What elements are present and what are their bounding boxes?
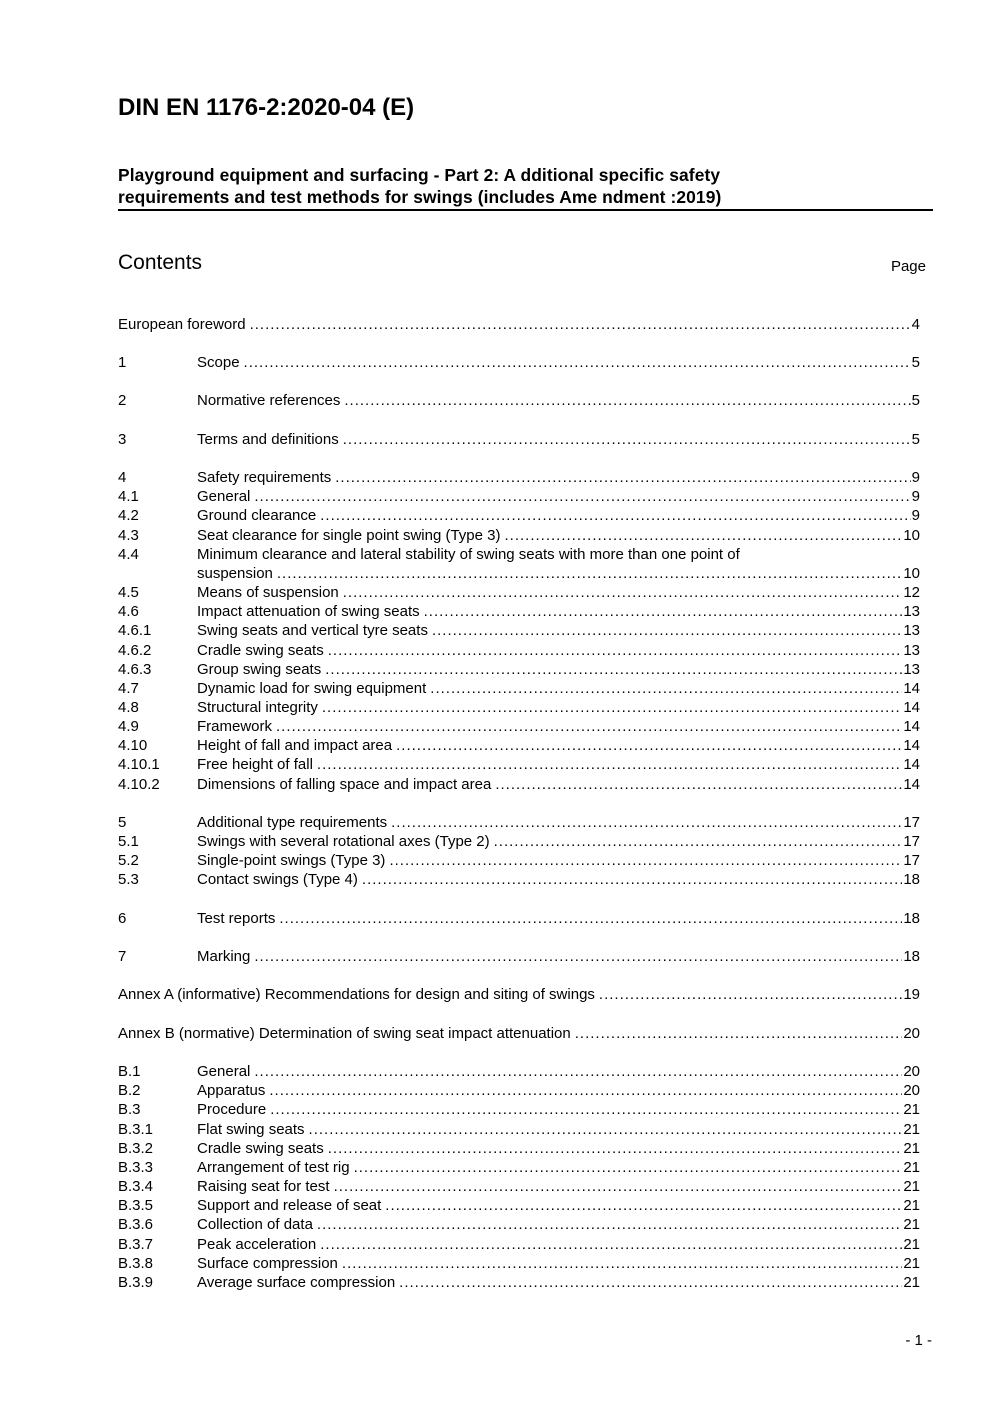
toc-entry-page: 19 — [903, 986, 920, 1003]
toc-dot-leader — [328, 641, 903, 660]
toc-entry-title: General — [197, 1063, 251, 1080]
footer-page-number: - 1 - — [905, 1332, 932, 1349]
toc-dot-leader — [343, 583, 903, 602]
toc-entry-number: 4.9 — [118, 718, 139, 735]
toc-entry-page: 13 — [903, 661, 920, 678]
toc-entry-page: 14 — [903, 680, 920, 697]
title-underline — [118, 209, 933, 211]
document-title-line-1: Playground equipment and surfacing - Part 2: A dditional specific safety — [118, 165, 721, 185]
toc-entry-title: Structural integrity — [197, 699, 318, 716]
document-title-line-2: requirements and test methods for swings (includes Ame ndment :2019) — [118, 187, 722, 207]
toc-entry-title: Contact swings (Type 4) — [197, 871, 358, 888]
toc-entry-body — [197, 679, 920, 698]
toc-entry-body — [197, 1273, 920, 1292]
toc-entry-number: 5.1 — [118, 833, 139, 850]
toc-dot-leader — [320, 506, 910, 525]
toc-entry-body — [197, 1081, 920, 1100]
toc-entry-page: 18 — [903, 948, 920, 965]
toc-entry-number: B.3.6 — [118, 1216, 154, 1233]
toc-dot-leader — [362, 870, 902, 889]
toc-entry-title: Swing seats and vertical tyre seats — [197, 622, 428, 639]
toc-entry-page: 20 — [903, 1063, 920, 1080]
toc-entry-page: 17 — [903, 852, 920, 869]
toc-entry-page: 21 — [903, 1255, 920, 1272]
toc-entry-number: 4.6.1 — [118, 622, 152, 639]
toc-dot-leader — [328, 1139, 903, 1158]
toc-entry-number: 4.6.3 — [118, 661, 152, 678]
toc-entry-number: 4.10.2 — [118, 776, 160, 793]
toc-entry-title: Procedure — [197, 1101, 267, 1118]
toc-dot-leader — [389, 851, 902, 870]
toc-entry-page: 13 — [903, 642, 920, 659]
toc-entry-title: Single-point swings (Type 3) — [197, 852, 386, 869]
toc-entry-body — [197, 851, 920, 870]
toc-dot-leader — [385, 1196, 902, 1215]
document-title — [118, 164, 933, 208]
toc-entry-number: B.3.8 — [118, 1255, 154, 1272]
toc-dot-leader — [269, 1081, 902, 1100]
toc-entry-number: 2 — [118, 392, 127, 409]
toc-entry-title: Collection of data — [197, 1216, 313, 1233]
page-column-label: Page — [890, 258, 926, 275]
toc-entry-page: 12 — [903, 584, 920, 601]
toc-entry-title: Impact attenuation of swing seats — [197, 603, 420, 620]
toc-dot-leader — [495, 775, 902, 794]
toc-entry-number: B.1 — [118, 1063, 141, 1080]
toc-entry-title: Annex A (informative) Recommendations for design and siting of swings — [118, 986, 595, 1003]
toc-entry-page: 21 — [903, 1236, 920, 1253]
toc-entry-page: 17 — [903, 814, 920, 831]
toc-entry-body — [197, 1235, 920, 1254]
toc-entry-title: Terms and definitions — [197, 431, 339, 448]
toc-dot-leader — [276, 717, 902, 736]
toc-entry-body — [197, 1215, 920, 1234]
toc-entry-page: 21 — [903, 1101, 920, 1118]
toc-entry-page: 10 — [903, 565, 920, 582]
toc-entry-page: 14 — [903, 756, 920, 773]
toc-entry-body — [197, 755, 920, 774]
toc-entry-page: 9 — [911, 507, 920, 524]
toc-entry-title: suspension — [197, 565, 273, 582]
contents-heading: Contents — [118, 251, 203, 274]
toc-entry-title: Ground clearance — [197, 507, 317, 524]
toc-entry-body — [197, 813, 920, 832]
toc-entry-page: 20 — [903, 1082, 920, 1099]
toc-entry-body — [197, 1196, 920, 1215]
toc-entry-title: Height of fall and impact area — [197, 737, 393, 754]
toc-entry-page: 20 — [903, 1025, 920, 1042]
toc-entry-page: 17 — [903, 833, 920, 850]
toc-entry-title: Dynamic load for swing equipment — [197, 680, 427, 697]
toc-dot-leader — [317, 755, 902, 774]
toc-entry-page: 14 — [903, 718, 920, 735]
toc-entry-page: 18 — [903, 910, 920, 927]
toc-entry-title: Additional type requirements — [197, 814, 388, 831]
toc-entry-body — [197, 621, 920, 640]
toc-dot-leader — [599, 985, 902, 1004]
toc-dot-leader — [344, 391, 910, 410]
toc-entry-number: B.3.1 — [118, 1121, 154, 1138]
toc-dot-leader — [396, 736, 902, 755]
toc-entry-page: 5 — [911, 354, 920, 371]
toc-dot-leader — [322, 698, 902, 717]
toc-dot-leader — [317, 1215, 902, 1234]
toc-entry-number: 7 — [118, 948, 127, 965]
toc-entry-title: Means of suspension — [197, 584, 339, 601]
toc-entry-page: 14 — [903, 699, 920, 716]
toc-entry-body — [197, 1139, 920, 1158]
toc-dot-leader — [575, 1024, 903, 1043]
toc-entry-body — [197, 717, 920, 736]
toc-entry-number: B.3.2 — [118, 1140, 154, 1157]
toc-entry-number: B.3.4 — [118, 1178, 154, 1195]
toc-entry-body — [197, 1100, 920, 1119]
toc-entry-title-line-1: Minimum clearance and lateral stability of swing seats with more than one point of — [197, 546, 740, 563]
toc-dot-leader — [432, 621, 902, 640]
toc-dot-leader — [430, 679, 902, 698]
toc-entry-title: Safety requirements — [197, 469, 332, 486]
toc-dot-leader — [391, 813, 902, 832]
toc-dot-leader — [343, 430, 911, 449]
toc-entry-title: Test reports — [197, 910, 276, 927]
toc-entry-page: 21 — [903, 1274, 920, 1291]
toc-entry-body — [197, 583, 920, 602]
toc-entry-body — [197, 660, 920, 679]
toc-entry-number: B.3 — [118, 1101, 141, 1118]
toc-entry-number: B.3.3 — [118, 1159, 154, 1176]
toc-entry-body — [197, 526, 920, 545]
toc-entry-page: 21 — [903, 1178, 920, 1195]
toc-entry-title: Swings with several rotational axes (Type 2) — [197, 833, 490, 850]
toc-entry-title: Flat swing seats — [197, 1121, 305, 1138]
toc-dot-leader — [494, 832, 903, 851]
document-id: DIN EN 1176-2:2020-04 (E) — [118, 94, 415, 121]
toc-entry-title: Annex B (normative) Determination of swing seat impact attenuation — [118, 1025, 571, 1042]
toc-dot-leader — [254, 487, 910, 506]
toc-dot-leader — [254, 947, 902, 966]
toc-entry-body — [197, 391, 920, 410]
toc-entry-body — [197, 468, 920, 487]
toc-entry-number: 3 — [118, 431, 127, 448]
toc-dot-leader — [334, 1177, 903, 1196]
toc-entry-number: 5 — [118, 814, 127, 831]
toc-entry-number: 5.2 — [118, 852, 139, 869]
toc-entry-page: 14 — [903, 737, 920, 754]
toc-entry-title: Average surface compression — [197, 1274, 396, 1291]
toc-dot-leader — [279, 909, 902, 928]
toc-entry-page: 4 — [911, 316, 920, 333]
toc-dot-leader — [424, 602, 903, 621]
toc-entry-title: Raising seat for test — [197, 1178, 330, 1195]
toc-entry-body — [197, 832, 920, 851]
toc-entry-body — [197, 430, 920, 449]
toc-entry-body — [197, 1120, 920, 1139]
toc-entry-page: 21 — [903, 1197, 920, 1214]
toc-entry-title: Support and release of seat — [197, 1197, 382, 1214]
toc-entry-page: 14 — [903, 776, 920, 793]
toc-dot-leader — [250, 315, 911, 334]
toc-entry-title: Scope — [197, 354, 240, 371]
toc-entry-title: Marking — [197, 948, 251, 965]
toc-dot-leader — [325, 660, 902, 679]
toc-entry-title: Dimensions of falling space and impact area — [197, 776, 492, 793]
toc-entry-page: 21 — [903, 1159, 920, 1176]
toc-entry-number: 6 — [118, 910, 127, 927]
toc-entry-title: Peak acceleration — [197, 1236, 317, 1253]
toc-entry-body — [197, 353, 920, 372]
toc-dot-leader — [270, 1100, 902, 1119]
toc-entry-body — [197, 870, 920, 889]
toc-entry-number: 4.2 — [118, 507, 139, 524]
toc-entry-number: 4.6.2 — [118, 642, 152, 659]
toc-entry-page: 9 — [911, 488, 920, 505]
toc-entry-title: Seat clearance for single point swing (Type 3) — [197, 527, 501, 544]
toc-entry-body — [118, 315, 920, 334]
toc-entry-number: 4 — [118, 469, 127, 486]
toc-entry-number: B.2 — [118, 1082, 141, 1099]
toc-entry-number: 4.3 — [118, 527, 139, 544]
toc-entry-body — [197, 947, 920, 966]
toc-entry-body — [197, 736, 920, 755]
toc-entry-title: Normative references — [197, 392, 341, 409]
toc-entry-body — [197, 602, 920, 621]
toc-entry-title: Free height of fall — [197, 756, 313, 773]
toc-entry-body — [197, 1254, 920, 1273]
toc-entry-body — [118, 985, 920, 1004]
toc-entry-number: 5.3 — [118, 871, 139, 888]
toc-entry-body — [197, 564, 920, 583]
toc-entry-title: Cradle swing seats — [197, 642, 324, 659]
toc-entry-body — [197, 1062, 920, 1081]
toc-entry-body — [197, 487, 920, 506]
toc-entry-number: B.3.9 — [118, 1274, 154, 1291]
toc-dot-leader — [354, 1158, 903, 1177]
toc-dot-leader — [505, 526, 903, 545]
toc-entry-body — [197, 698, 920, 717]
toc-dot-leader — [399, 1273, 902, 1292]
toc-entry-page: 21 — [903, 1140, 920, 1157]
toc-entry-page: 21 — [903, 1216, 920, 1233]
toc-entry-number: 4.10 — [118, 737, 148, 754]
toc-entry-title: European foreword — [118, 316, 246, 333]
toc-entry-number: B.3.5 — [118, 1197, 154, 1214]
toc-dot-leader — [244, 353, 911, 372]
toc-entry-body — [197, 775, 920, 794]
toc-entry-title: Apparatus — [197, 1082, 266, 1099]
toc-dot-leader — [277, 564, 902, 583]
toc-entry-page: 9 — [911, 469, 920, 486]
toc-entry-number: 4.8 — [118, 699, 139, 716]
toc-entry-page: 5 — [911, 392, 920, 409]
toc-entry-title: Arrangement of test rig — [197, 1159, 350, 1176]
toc-dot-leader — [254, 1062, 902, 1081]
toc-entry-number: 4.10.1 — [118, 756, 160, 773]
toc-entry-page: 10 — [903, 527, 920, 544]
toc-entry-title: Framework — [197, 718, 273, 735]
toc-entry-title: Cradle swing seats — [197, 1140, 324, 1157]
toc-dot-leader — [320, 1235, 902, 1254]
toc-entry-number: 4.1 — [118, 488, 139, 505]
toc-entry-page: 13 — [903, 603, 920, 620]
toc-entry-number: 1 — [118, 354, 127, 371]
toc-entry-body — [197, 909, 920, 928]
toc-entry-title: Surface compression — [197, 1255, 338, 1272]
toc-entry-body — [118, 1024, 920, 1043]
toc-entry-body — [197, 1158, 920, 1177]
toc-dot-leader — [309, 1120, 903, 1139]
toc-entry-page: 13 — [903, 622, 920, 639]
toc-entry-number: B.3.7 — [118, 1236, 154, 1253]
toc-entry-body — [197, 506, 920, 525]
toc-entry-body — [197, 1177, 920, 1196]
toc-entry-number: 4.4 — [118, 546, 139, 563]
toc-entry-number: 4.6 — [118, 603, 139, 620]
toc-dot-leader — [335, 468, 910, 487]
toc-dot-leader — [342, 1254, 902, 1273]
toc-entry-number: 4.7 — [118, 680, 139, 697]
toc-entry-number: 4.5 — [118, 584, 139, 601]
toc-entry-title: Group swing seats — [197, 661, 322, 678]
toc-entry-body — [197, 641, 920, 660]
toc-entry-title: General — [197, 488, 251, 505]
toc-entry-page: 21 — [903, 1121, 920, 1138]
toc-entry-page: 18 — [903, 871, 920, 888]
toc-entry-page: 5 — [911, 431, 920, 448]
